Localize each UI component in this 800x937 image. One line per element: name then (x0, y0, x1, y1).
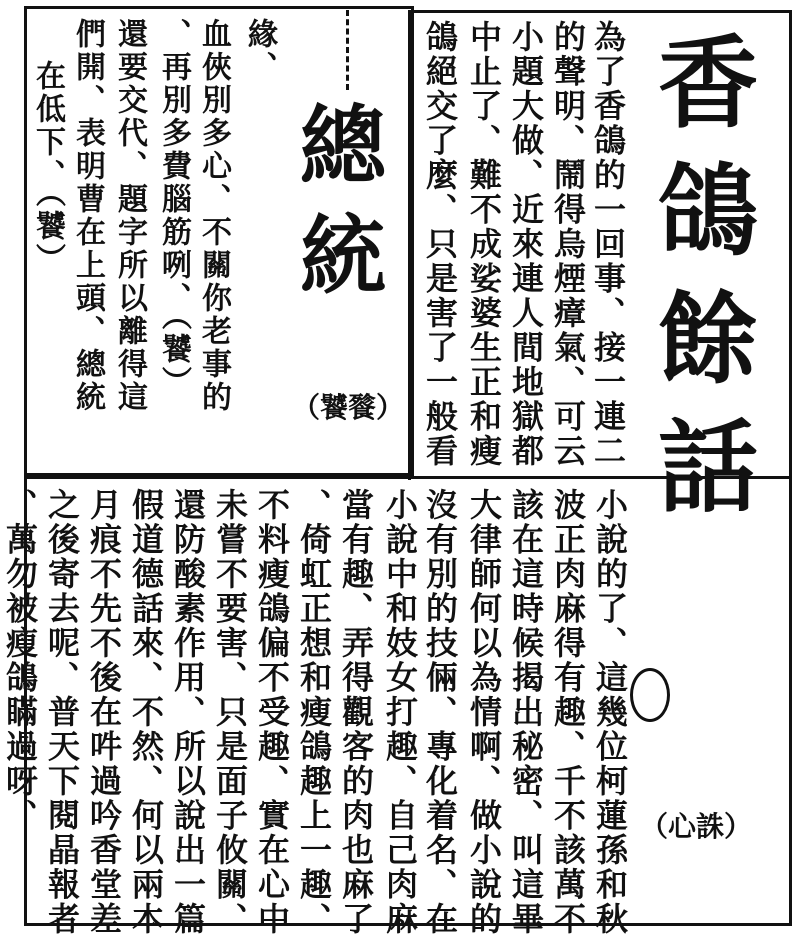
right-article-top-col-2: 的聲明、鬧得烏煙瘴氣、可云 (549, 20, 587, 469)
left-article-col-2: 血俠別多心、不關你老事的 (196, 18, 231, 414)
right-article-col-10: 沒有別的技倆、專化着名、在 (421, 488, 459, 937)
right-article-col-12: 當有趣、弄得觀客的肉也麻了 (337, 488, 375, 937)
right-article-col-8: 該在這時候揭出秘密、叫這畢 (507, 488, 545, 937)
left-article-col-3: 、再別多費腦筋咧、（饕） (156, 18, 191, 399)
left-article-col-6: 在低下、（饕） (30, 60, 65, 276)
right-article-col-11: 小說中和妓女打趣、自己肉麻 (381, 488, 419, 937)
right-article-col-18: 月痕不先不後在吽過吟香堂差 (85, 488, 123, 937)
article-byline: （心誅） (640, 810, 753, 843)
left-article-col-1: 緣、 (242, 18, 277, 84)
left-article-byline: （饕餮） (292, 391, 405, 424)
dashed-rule (346, 10, 349, 90)
left-article-col-5: 們開、表明曹在上頭、總統 (70, 18, 105, 414)
left-article-col-4: 還要交代、題字所以離得這 (112, 18, 147, 414)
right-article-top-col-4: 中止了、難不成娑婆生正和瘦 (465, 20, 503, 469)
right-article-col-7: 波正肉麻得有趣、千不該萬不 (549, 488, 587, 937)
ornament-mark (630, 668, 670, 722)
right-article-top-col-3: 小題大做、近來連人間地獄都 (507, 20, 545, 469)
right-article-col-19: 之後寄去呢、普天下閱晶報者 (43, 488, 81, 937)
right-article-col-6: 小說的了、這幾位柯蓮孫和秋 (591, 488, 629, 937)
right-article-col-15: 未嘗不要害、只是面子攸關、 (211, 488, 249, 937)
right-article-top-col-1: 為了香鴿的一回事、接一連二 (589, 20, 627, 469)
right-article-top-col-5: 鴿絕交了麼、只是害了一般看 (421, 20, 459, 469)
right-article-col-20: 、萬勿被瘦鴿瞞過呀、 (1, 488, 39, 833)
article-title: 香鴿餘話 (641, 30, 759, 542)
right-article-col-13: 、倚虹正想和瘦鴿趣上一趣、 (295, 488, 333, 937)
right-article-col-17: 假道德話來、不然、何以兩本 (127, 488, 165, 937)
left-article-title: 總統 (285, 100, 386, 320)
right-article-col-16: 還防酸素作用、所以說出一篇 (169, 488, 207, 937)
right-article-col-14: 不料瘦鴿偏不受趣、實在心中 (253, 488, 291, 937)
right-article-col-9: 大律師何以為情啊、做小說的 (465, 488, 503, 937)
